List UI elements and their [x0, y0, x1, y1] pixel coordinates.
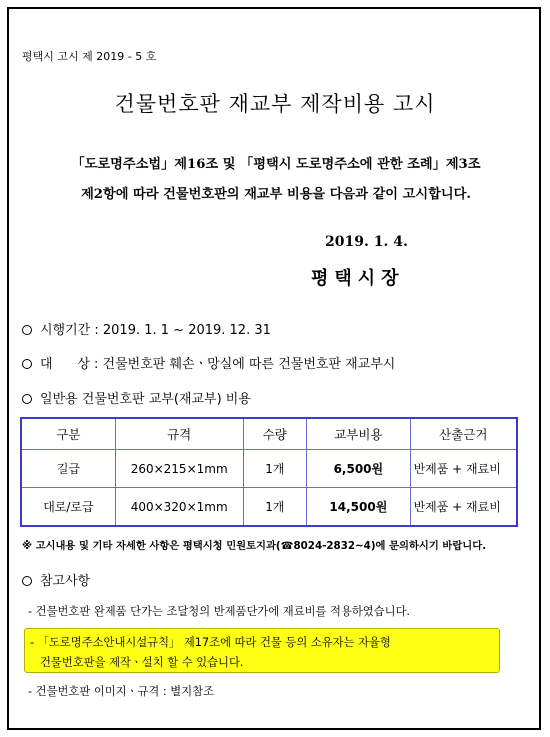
table-header-row — [21, 418, 517, 450]
notice-date: 2019. 1. 4. — [325, 234, 408, 250]
circle-bullet-icon — [22, 576, 32, 586]
page-title: 건물번호판 재교부 제작비용 고시 — [114, 92, 436, 116]
lead-line-2: 제2항에 따라 건물번호판의 재교부 비용을 다음과 같이 고시합니다. — [81, 187, 471, 202]
footnote: ※ 고시내용 및 기타 자세한 사항은 평택시청 민원토지과(☎8024-2832~4)에 문의하시기 바랍니다. — [22, 540, 487, 552]
general-fee-text: 일반용 건물번호판 교부(재교부) 비용 — [40, 392, 251, 407]
reference-item-2-line-1: - 「도로명주소안내시설규칙」 제17조에 따라 건물 등의 소유자는 자율형 — [30, 636, 391, 649]
reference-item-1: - 건물번호판 완제품 단가는 조달청의 반제품단가에 재료비를 적용하였습니다. — [28, 605, 411, 618]
section-period — [22, 319, 271, 338]
fee-table — [20, 417, 518, 527]
circle-bullet-icon — [22, 359, 32, 369]
circle-bullet-icon — [22, 325, 32, 335]
cell-cost: 14,500원 — [307, 488, 411, 527]
table-row — [21, 488, 517, 527]
cell-spec: 400×320×1mm — [115, 488, 243, 527]
notice-number: 평택시 고시 제 2019 - 5 호 — [22, 50, 157, 63]
cell-category: 길급 — [21, 450, 115, 488]
cell-basis: 반제품 + 재료비 — [410, 450, 517, 488]
cell-category: 대로/로급 — [21, 488, 115, 527]
table-row — [21, 450, 517, 488]
cell-basis: 반제품 + 재료비 — [410, 488, 517, 527]
header-category: 구분 — [21, 418, 115, 450]
header-basis: 산출근거 — [410, 418, 517, 450]
section-reference — [22, 570, 90, 589]
target-text: 대 상 : 건물번호판 훼손ㆍ망실에 따른 건물번호판 재교부시 — [40, 357, 396, 372]
lead-line-1: 「도로명주소법」제16조 및 「평택시 도로명주소에 관한 조례」제3조 — [71, 157, 481, 172]
signer: 평택시장 — [311, 268, 405, 289]
cell-spec: 260×215×1mm — [115, 450, 243, 488]
cell-quantity: 1개 — [243, 450, 307, 488]
cell-cost: 6,500원 — [307, 450, 411, 488]
circle-bullet-icon — [22, 394, 32, 404]
reference-item-2-line-2: 건물번호판을 제작ㆍ설치 할 수 있습니다. — [40, 656, 244, 669]
reference-heading: 참고사항 — [40, 574, 91, 589]
period-text: 시행기간 : 2019. 1. 1 ~ 2019. 12. 31 — [40, 323, 271, 338]
section-target — [22, 353, 395, 372]
reference-item-3: - 건물번호판 이미지ㆍ규격 : 별지참조 — [28, 685, 214, 698]
header-quantity: 수량 — [243, 418, 307, 450]
section-general-fee — [22, 388, 251, 407]
header-cost: 교부비용 — [307, 418, 411, 450]
header-spec: 규격 — [115, 418, 243, 450]
cell-quantity: 1개 — [243, 488, 307, 527]
